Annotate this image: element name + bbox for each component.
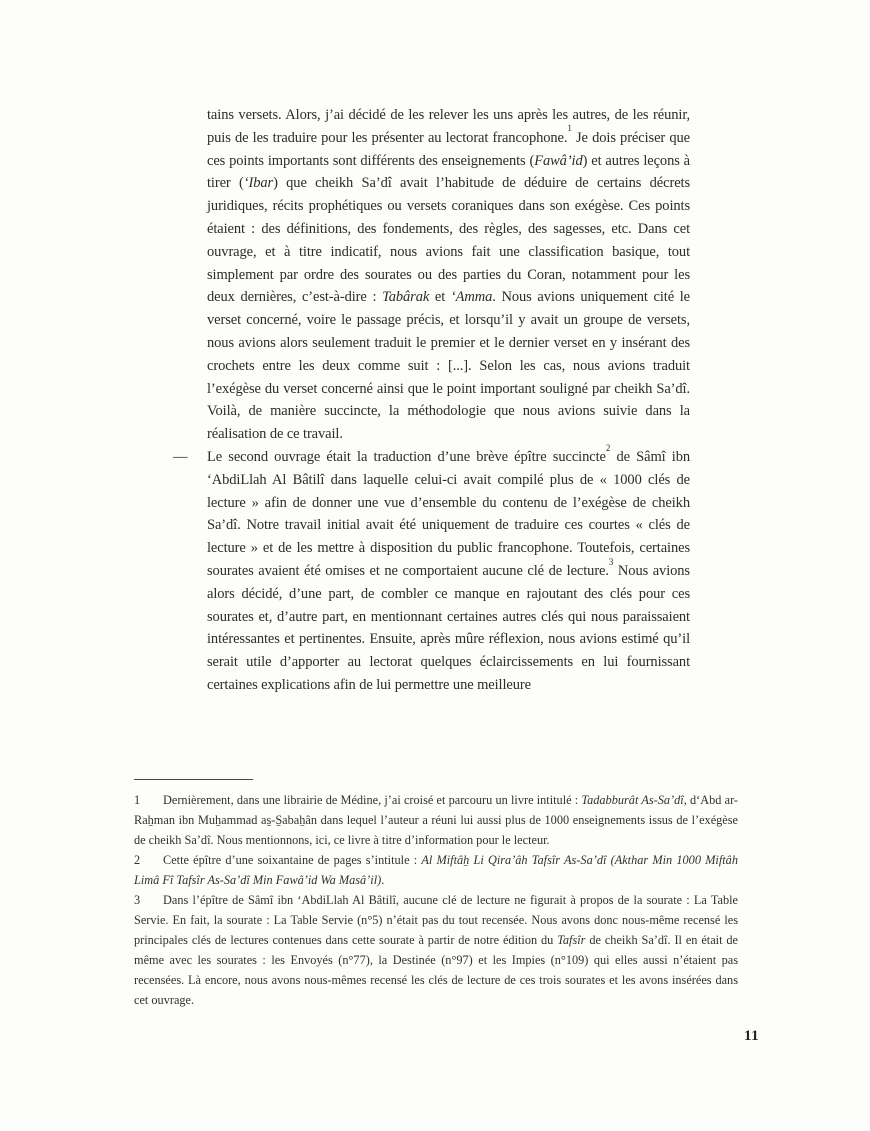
paragraph-2-run: Le second ouvrage était la traduction d’une brève épître succincte — [207, 448, 606, 465]
paragraph-1 — [207, 104, 690, 446]
italic-term-amma: ‘Amma — [450, 289, 493, 306]
paragraph-2-run: de Sâmî ibn ‘AbdiLlah Al Bâtilî dans laquelle celui-ci avait compilé plus de « 1000 clés de lecture » afin de donner une vue d’ensemble du contenu de l’exégèse de cheikh Sa’dî. Notre travail initial avait été uniquement de traduire ces courtes « clés de lecture » et de les mettre à disposition du public francophone. Toutefois, certaines sourates avaient été omises et ne comportaient aucune clé de lecture. — [207, 448, 691, 579]
paragraph-2-list-item — [173, 442, 691, 697]
footnote-3 — [134, 890, 738, 1010]
italic-book-title-tadabburat: Tadabburât As-Sa’dî — [581, 793, 684, 807]
italic-term-tabarak: Tabârak — [382, 289, 430, 306]
italic-book-title-miftah: Al Miftâẖ Li Qira’âh Tafsîr As-Sa’dî (Akthar Min 1000 Miftâh Limâ Fî Tafsîr As-Sa’dî Min Fawâ’id Wa Masâ’il) — [134, 853, 738, 887]
footnote-separator-rule — [134, 779, 253, 780]
em-dash-bullet: — — [173, 448, 188, 465]
footnote-ref-2: 2 — [605, 442, 611, 453]
paragraph-1-run: Je dois préciser que ces points importants sont différents des enseignements ( — [207, 129, 690, 169]
footnote-3-run: de cheikh Sa’dî. Il en était de même avec les sourates : les Envoyés (n°77), la Destinée (n°97) et les Impies (n°109) qui elles aussi n’étaient pas recensées. Là encore, nous avons nous-mêmes recensé les clés de lecture de ces trois sourates et les avons insérées dans cet ouvrage. — [134, 933, 738, 1007]
italic-book-title-tafsir: Tafsîr — [557, 933, 586, 947]
footnote-3-number: 3 — [134, 893, 141, 907]
paragraph-1-run: ) et autres leçons à tirer ( — [207, 152, 690, 192]
body-text-block — [173, 104, 691, 697]
paragraph-1-run: . Nous avions uniquement cité le verset concerné, voire le passage précis, et lorsqu’il y avait un groupe de versets, nous avions alors seulement traduit le premier et le dernier verset en y insérant des crochets entre les deux comme suit : [...]. Selon les cas, nous avions traduit l’exégèse du verset concerné ainsi que le point important souligné par cheikh Sa’dî. Voilà, de manière succincte, la méthodologie que nous avions suivie dans la réalisation de ce travail. — [207, 289, 690, 443]
footnote-1-run: , d‘Abd ar-Raẖman ibn Muẖammad as̱-S̱abaẖân dans lequel l’auteur a réuni lui aussi plus de 1000 enseignements issus de l’exégèse de cheikh Sa’dî. Nous mentionnons, ici, ce livre à titre d’information pour le lecteur. — [134, 793, 739, 847]
italic-term-fawaid: Fawâ’id — [534, 152, 583, 169]
footnote-2-number: 2 — [134, 853, 141, 867]
footnote-3-run: Dans l’épître de Sâmî ibn ‘AbdiLlah Al Bâtilî, aucune clé de lecture ne figurait à propos de la sourate : La Table Servie. En fait, la sourate : La Table Servie (n°5) n’était pas du tout recensée. Nous avons donc nous-même recensé les principales clés de lectures contenues dans cette sourate à partir de notre édition du — [134, 893, 738, 947]
footnote-2-run: Cette épître d’une soixantaine de pages s’intitule : — [163, 853, 422, 867]
footnote-1 — [134, 790, 738, 850]
footnote-2-run: . — [381, 873, 385, 887]
page-number: 11 — [744, 1028, 760, 1044]
paragraph-1-run: et — [429, 289, 451, 306]
footnote-ref-3: 3 — [608, 556, 614, 567]
paragraph-1-run: tains versets. Alors, j’ai décidé de les relever les uns après les autres, de les réunir, puis de les traduire pour les présenter au lectorat francophone. — [207, 107, 690, 146]
footnote-2 — [134, 850, 738, 890]
italic-term-ibar: ‘Ibar — [243, 175, 274, 192]
footnote-1-run: Dernièrement, dans une librairie de Médine, j’ai croisé et parcouru un livre intitulé : — [163, 793, 582, 807]
paragraph-1-run: ) que cheikh Sa’dî avait l’habitude de déduire de certains décrets juridiques, récits prophétiques ou versets coraniques dans son exégèse. Ces points étaient : des définitions, des fondements, des règles, des sagesses, etc. Dans cet ouvrage, et à titre indicatif, nous avions fait une classification basique, tout simplement par ordre des sourates ou des parties du Coran, notamment pour les deux dernières, c’est-à-dire : — [207, 175, 691, 306]
footnote-1-number: 1 — [134, 793, 141, 807]
paragraph-2-run: Nous avions alors décidé, d’une part, de combler ce manque en rajoutant des clés pour ces sourates et, d’autre part, en mentionnant certaines autres clés qui nous paraissaient intéressantes et pertinentes. Ensuite, après mûre réflexion, nous avions estimé qu’il serait utile d’apporter au lectorat quelques éclaircissements en lui fournissant certaines explications afin de lui permettre une meilleure — [207, 562, 690, 693]
footnotes-section — [134, 779, 738, 1010]
footnote-ref-1: 1 — [567, 123, 572, 134]
